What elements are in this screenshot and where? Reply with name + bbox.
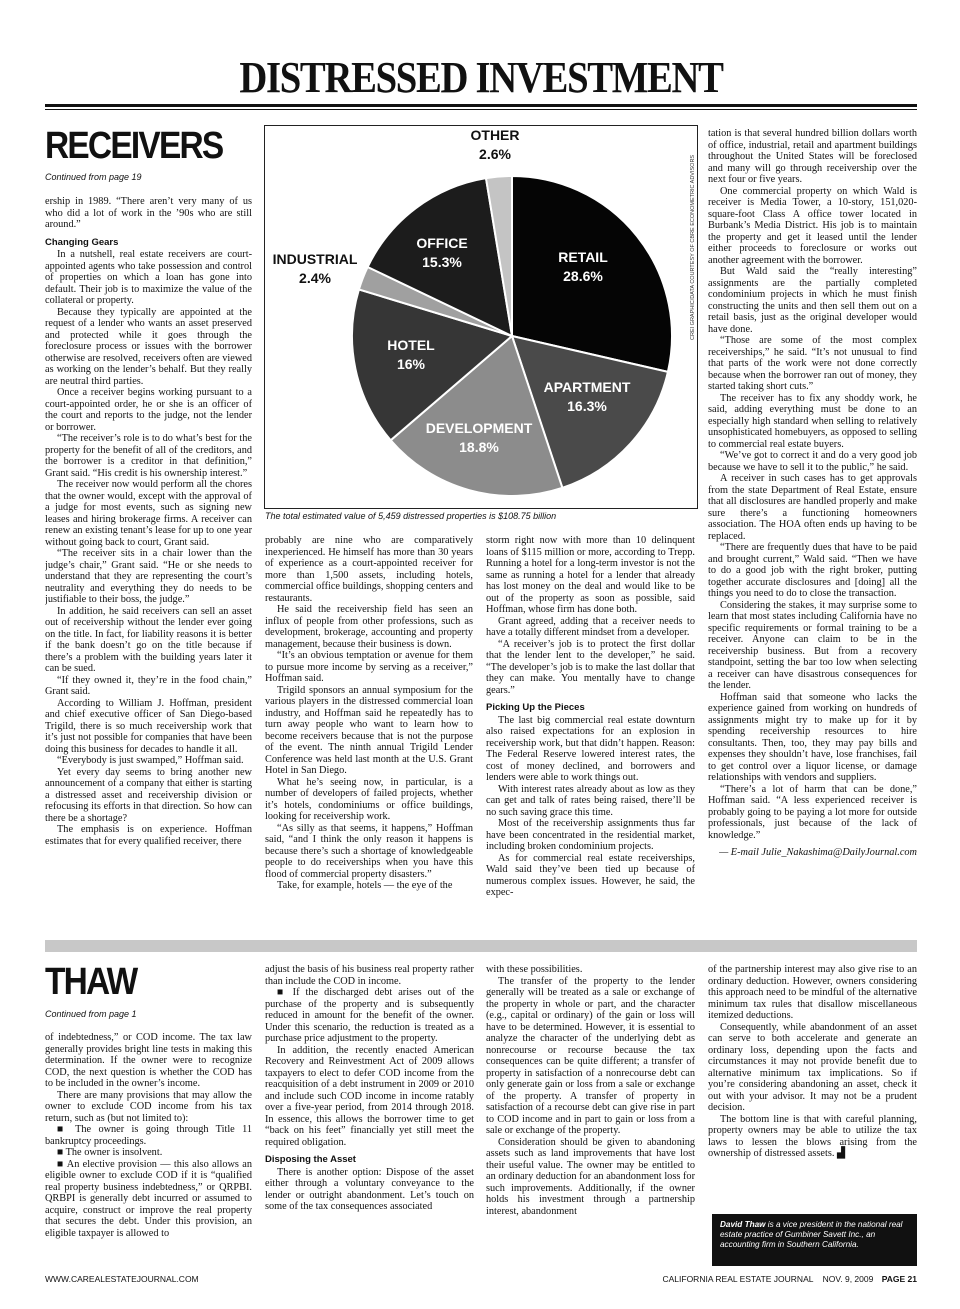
- slice-value-retail: 28.6%: [563, 268, 603, 284]
- chart-caption: The total estimated value of 5,459 distressed properties is $108.75 billion: [265, 511, 557, 521]
- header-rule-thin: [45, 109, 917, 110]
- thaw-column-2: [265, 964, 474, 1268]
- footer-publication: CALIFORNIA REAL ESTATE JOURNAL: [662, 1274, 814, 1284]
- paragraph: Consideration should be given to abandoning assets such as land improvements that have lost their useful value. The owner may be entitled to an ordinary deduction for an abandonment loss for such improvements. Additionally, if the owner holds his investment through a partnership interest, abandonment: [486, 1136, 695, 1217]
- section-divider: [45, 940, 917, 952]
- paragraph: Trigild sponsors an annual symposium for the various players in the distressed commercial loan industry, and Hoffman said he repeatedly has to turn away people who want to learn how to become receivers because that is not the purpose of the event. The ninth annual Trigild Lender Conference was held last month at the U.S. Grant Hotel in San Diego.: [265, 684, 473, 776]
- subhead: Changing Gears: [45, 236, 119, 248]
- paragraph: According to William J. Hoffman, president and chief executive officer of San Diego-based Trigild, there is so much receivership work that it’s just not possible for companies that have been doing this business for decades to handle it all.: [45, 697, 252, 755]
- paragraph: The receiver has to fix any shoddy work, he said, adding everything must be done to an especially high standard when selling to relatively unsophisticated homebuyers, as opposed to selling to commercial real estate buyers.: [708, 392, 917, 450]
- paragraph: “There are frequently dues that have to be paid and brought current,” Wald said. “Then we have to do a good job with the right broker, putting together accurate disclosures and [doing] all the things you need to do to close the transaction.: [708, 542, 917, 599]
- paragraph: ■ The owner is insolvent.: [57, 1147, 163, 1158]
- paragraph: ership in 1989. “There aren’t very many of us who did a lot of work in the ’90s who are still around.”: [45, 196, 252, 230]
- paragraph: The transfer of the property to the lender generally will be treated as a sale or exchange of the property in whole or part, and the character (e.g., capital or ordinary) of the gain or loss will have to be determined. However, it is essential to analyze the character of the underlying debt as nonrecourse or recourse because the tax consequences can be quite different; a transfer of property in satisfaction of a nonrecourse debt can only generate gain or loss from a sale or exchange of the property. A transfer of property in satisfaction of a recourse debt can give rise in part to COD income and in part to gain or loss from a sale or exchange of the property.: [486, 975, 695, 1136]
- receivers-column-3: [486, 535, 695, 930]
- paragraph: “Everybody is just swamped,” Hoffman said.: [57, 755, 244, 766]
- footer-website: WWW.CAREALESTATEJOURNAL.COM: [45, 1274, 199, 1284]
- slice-value-apartment: 16.3%: [567, 398, 607, 414]
- paragraph: With interest rates already about as low as they can get and talk of rates being raised, there’ll be no such saving grace this time.: [486, 783, 695, 818]
- paragraph: A receiver in such cases has to get approvals from the state Department of Real Estate, ensure that all disclosures are handled properly and make sure there’s a functioning homeowners association. The HOA often ends up having to be replaced.: [708, 473, 917, 542]
- paragraph: of indebtedness,” or COD income. The tax law generally provides bright line tests in making this determination. If the owner were to recognize COD, the next question is whether the COD has to be included in the owner’s income.: [45, 1032, 252, 1089]
- paragraph: But Wald said the “really interesting” assignments are the partially completed condominium projects in which he must finish constructing the units and then sell them out on a retail basis, just as the original developer would have done.: [708, 266, 917, 335]
- paragraph: “The receiver’s role is to do what’s best for the property for the benefit of all of the creditors, and the borrower is a creditor in that definition,” Grant said. “His credit is his ownership interest.”: [45, 433, 252, 479]
- paragraph: The receiver now would perform all the chores that the owner would, except with the approval of a judge for most events, such as signing new leases and hiring brokerage firms. A receiver can renew an existing tenant’s lease for up to one year without going back to court, Grant said.: [45, 479, 252, 548]
- paragraph: Most of the receivership assignments thus far have been concentrated in the residential market, including broken condominium projects.: [486, 818, 695, 852]
- slice-label-retail: RETAIL: [558, 249, 608, 265]
- paragraph: “It’s an obvious temptation or avenue for them to pursue more income by serving as a receiver,” Hoffman said.: [265, 650, 473, 684]
- paragraph: Considering the stakes, it may surprise some to learn that most states including California have no specific requirements or formal training to be a receiver. Anyone can claim to be in the receivership business. But from a recovery standpoint, setting the bar too low when selecting a receiver can have disastrous consequences for the lender.: [708, 599, 917, 691]
- paragraph: “There’s a lot of harm that can be done,” Hoffman said. “A less experienced receiver is probably going to be paying a lot more for outside professionals, just because of the lack of knowledge.”: [708, 783, 917, 841]
- receivers-column-4: [708, 128, 917, 930]
- bio-text: is a vice president in the national real estate practice of Gumbiner Savett Inc., an accounting firm in Southern California.: [720, 1220, 903, 1249]
- pie-chart: [265, 126, 697, 508]
- paragraph: What he’s seeing now, in particular, is a number of developers of failed projects, whether it’s hotels, condominiums or office buildings, looking for receivership work.: [265, 776, 473, 822]
- footer-date: NOV. 9, 2009: [822, 1274, 874, 1284]
- slice-label-industrial: INDUSTRIAL: [272, 251, 358, 267]
- paragraph: Once a receiver begins working pursuant to a court-appointed order, he or she is an officer of the court and reports to the judge, not the lender or borrower.: [45, 387, 252, 433]
- slice-value-office: 15.3%: [422, 254, 462, 270]
- paragraph: The last big commercial real estate downturn also raised expectations for an explosion in receivership work, but that didn’t happen. Reason: The Federal Reserve lowered interest rates, the cost of money declined, and borrowers and lenders were able to work things out.: [486, 714, 695, 783]
- paragraph: Hoffman said that someone who lacks the experience gained from working on hundreds of assignments might try to make up for it by spending receivership resources to hire consultants. Then, too, they may pay bills and expenses they shouldn’t have, lose franchises, fail to get control over a liquor license, or damage relationships with vendors and suppliers.: [708, 691, 917, 783]
- paragraph: In addition, he said receivers can sell an asset out of receivership without the lender ever going on the title. In fact, for liability reasons it is better if the bank doesn’t go on the title because if there’s a problem with the building years later it can be sued.: [45, 605, 252, 674]
- paragraph: “A receiver’s job is to protect the first dollar that the lender lent to the developer,” he said. “The developer’s job is to make the last dollar that they can make. You mentally have to change gears.”: [486, 638, 695, 696]
- paragraph: “We’ve got to correct it and do a very good job because we have to sell it to the public,” he said.: [708, 450, 917, 473]
- slice-label-apartment: APARTMENT: [543, 379, 631, 395]
- paragraph: In addition, the recently enacted American Recovery and Reinvestment Act of 2009 allows taxpayers to elect to defer COD income from the reacquisition of a debt instrument in 2009 or 2010 and include such COD income in income ratably over a five-year period, from 2014 through 2018. In essence, this allows the borrower time to get “back on his feet” financially yet still meet the required obligation.: [265, 1044, 474, 1148]
- continued-from-thaw: Continued from page 1: [45, 1009, 137, 1019]
- slice-label-office: OFFICE: [416, 235, 468, 251]
- paragraph: Yet every day seems to bring another new announcement of a company that either is starting a distressed asset and receivership division or refocusing its efforts in that direction. So how can there be a shortage?: [45, 766, 252, 824]
- thaw-column-4: [708, 964, 917, 1204]
- slice-label-hotel: HOTEL: [387, 337, 435, 353]
- paragraph: In a nutshell, real estate receivers are court-appointed agents who take possession and control of properties on which a loan has gone into default. Their job is to maximize the value of the collateral or property.: [45, 249, 252, 306]
- paragraph: “As silly as that seems, it happens,” Hoffman said, “and I think the only reason it happens is because there’s such a shortage of knowledgeable people to do receiverships when you have this flood of commercial property disasters.”: [265, 822, 473, 880]
- slice-value-hotel: 16%: [396, 356, 426, 372]
- footer-page: PAGE 21: [881, 1274, 917, 1284]
- paragraph: “If they owned it, they’re in the food chain,” Grant said.: [45, 674, 252, 697]
- subhead: Picking Up the Pieces: [486, 702, 585, 713]
- paragraph: ■ The owner is going through Title 11 bankruptcy proceedings.: [45, 1124, 252, 1147]
- paragraph: with these possibilities.: [486, 964, 583, 975]
- paragraph: tation is that several hundred billion dollars worth of office, industrial, retail and apartment buildings throughout the United States will be foreclosed and many will go through receivership over the next four or five years.: [708, 128, 917, 185]
- paragraph: One commercial property on which Wald is receiver is Media Tower, a 10-story, 151,020-square-foot Class A office tower located in Burbank’s Media District. His job is to maintain the property and get it leased until the lender either proceeds to foreclosure or works out another agreement with the borrower.: [708, 185, 917, 266]
- paragraph: probably are nine who are comparatively inexperienced. He himself has more than 30 years of experience as a court-appointed receiver for more than 1,500 assets, including hotels, commercial office buildings, shopping centers and restaurants.: [265, 535, 473, 604]
- paragraph: There are many provisions that may allow the owner to exclude COD income from his tax return, such as (but not limited to):: [45, 1089, 252, 1124]
- chart-credit: CREI GRAPHIC/DATA COURTESY OF CBRE ECONOMETRIC ADVISORS: [690, 154, 696, 340]
- header-rule: [45, 104, 917, 107]
- paragraph: Consequently, while abandonment of an asset can serve to both accelerate and generate an ordinary loss, depending upon the facts and circumstances it may not provide benefit due to alternative minimum tax implications. So if you’re considering abandoning an asset, check it out with your advisor. It may not be a prudent decision.: [708, 1021, 917, 1113]
- paragraph: of the partnership interest may also give rise to an ordinary deduction. However, owners considering this approach need to be mindful of the alternative minimum tax rules that disallow miscellaneous itemized deductions.: [708, 964, 917, 1021]
- thaw-column-3: [486, 964, 695, 1268]
- paragraph: He said the receivership field has seen an influx of people from other professions, such as development, brokerage, accounting and property management, because their business is down.: [265, 604, 473, 650]
- paragraph: There is another option: Dispose of the asset either through a voluntary conveyance to the lender or outright abandonment. Let’s touch on some of the tax consequences associated: [265, 1166, 474, 1212]
- footer-info: [662, 1274, 917, 1284]
- slice-label-development: DEVELOPMENT: [425, 420, 533, 436]
- paragraph: Because they typically are appointed at the request of a lender who wants an asset preserved and protected while it goes through the foreclosure process or issues with the borrower otherwise are resolved, receivers often are viewed as working on the lender’s behalf. But they really are neutral third parties.: [45, 306, 252, 387]
- bio-name: David Thaw: [720, 1220, 766, 1229]
- paragraph: adjust the basis of his business real property rather than include the COD in income.: [265, 964, 474, 987]
- paragraph: “The receiver sits in a chair lower than the judge’s chair,” Grant said. “He or she needs to understand that they are representing the court’s neutrality and everything they do needs to be justifiable to their boss, the judge.”: [45, 548, 252, 605]
- paragraph: Take, for example, hotels — the eye of the: [277, 880, 453, 891]
- paragraph: The bottom line is that with careful planning, property owners may be able to utilize the tax laws to lessen the blows arising from the ownership of distressed assets. ▟: [708, 1113, 917, 1159]
- paragraph: ■ An elective provision — this also allows an eligible owner to exclude COD if it is “qualified real property business indebtedness,” or QRPBI. QRBPI is generally debt incurred or assumed to acquire, construct or improve the real property that secures the debt. Under this provision, an eligible taxpayer is allowed to: [45, 1158, 252, 1239]
- article-headline-thaw: THAW: [45, 961, 137, 1003]
- slice-value-other: 2.6%: [479, 146, 511, 162]
- section-header: DISTRESSED INVESTMENT: [239, 53, 723, 102]
- paragraph: storm right now with more than 10 delinquent loans of $115 million or more, according to Trepp. Running a hotel for a long-term investor is not the same as running a hotel for a lender that already has lost money on the deal and would like to be out of the property as soon as possible, said Hoffman, whose firm has done both.: [486, 535, 695, 615]
- continued-from: Continued from page 19: [45, 172, 142, 182]
- author-bio-box: [712, 1214, 917, 1266]
- receivers-column-2: [265, 535, 473, 930]
- receivers-column-1: [45, 196, 252, 930]
- chart-frame: [264, 125, 698, 509]
- paragraph: Grant agreed, adding that a receiver needs to have a totally different mindset from a developer.: [486, 615, 695, 638]
- paragraph: “Those are some of the most complex receiverships,” he said. “It’s not unusual to find that parts of the work were not done correctly because when the borrower ran out of money, they started taking short cuts.”: [708, 335, 917, 392]
- slice-label-other: OTHER: [470, 127, 520, 143]
- article-headline: RECEIVERS: [45, 125, 223, 167]
- thaw-column-1: [45, 1032, 252, 1268]
- paragraph: The emphasis is on experience. Hoffman estimates that for every qualified receiver, there: [45, 824, 252, 847]
- byline-email: — E-mail Julie_Nakashima@DailyJournal.com: [719, 847, 917, 858]
- slice-value-industrial: 2.4%: [299, 270, 331, 286]
- paragraph: As for commercial real estate receiverships, Wald said they’ve been tied up because of numerous complex issues. However, he said, the expec-: [486, 852, 695, 898]
- subhead: Disposing the Asset: [265, 1154, 356, 1165]
- slice-value-development: 18.8%: [459, 439, 499, 455]
- paragraph: ■ If the discharged debt arises out of the purchase of the property and is subsequently reduced in amount for the benefit of the owner. Under this scenario, the reduction is treated as a purchase price adjustment to the property.: [265, 987, 474, 1044]
